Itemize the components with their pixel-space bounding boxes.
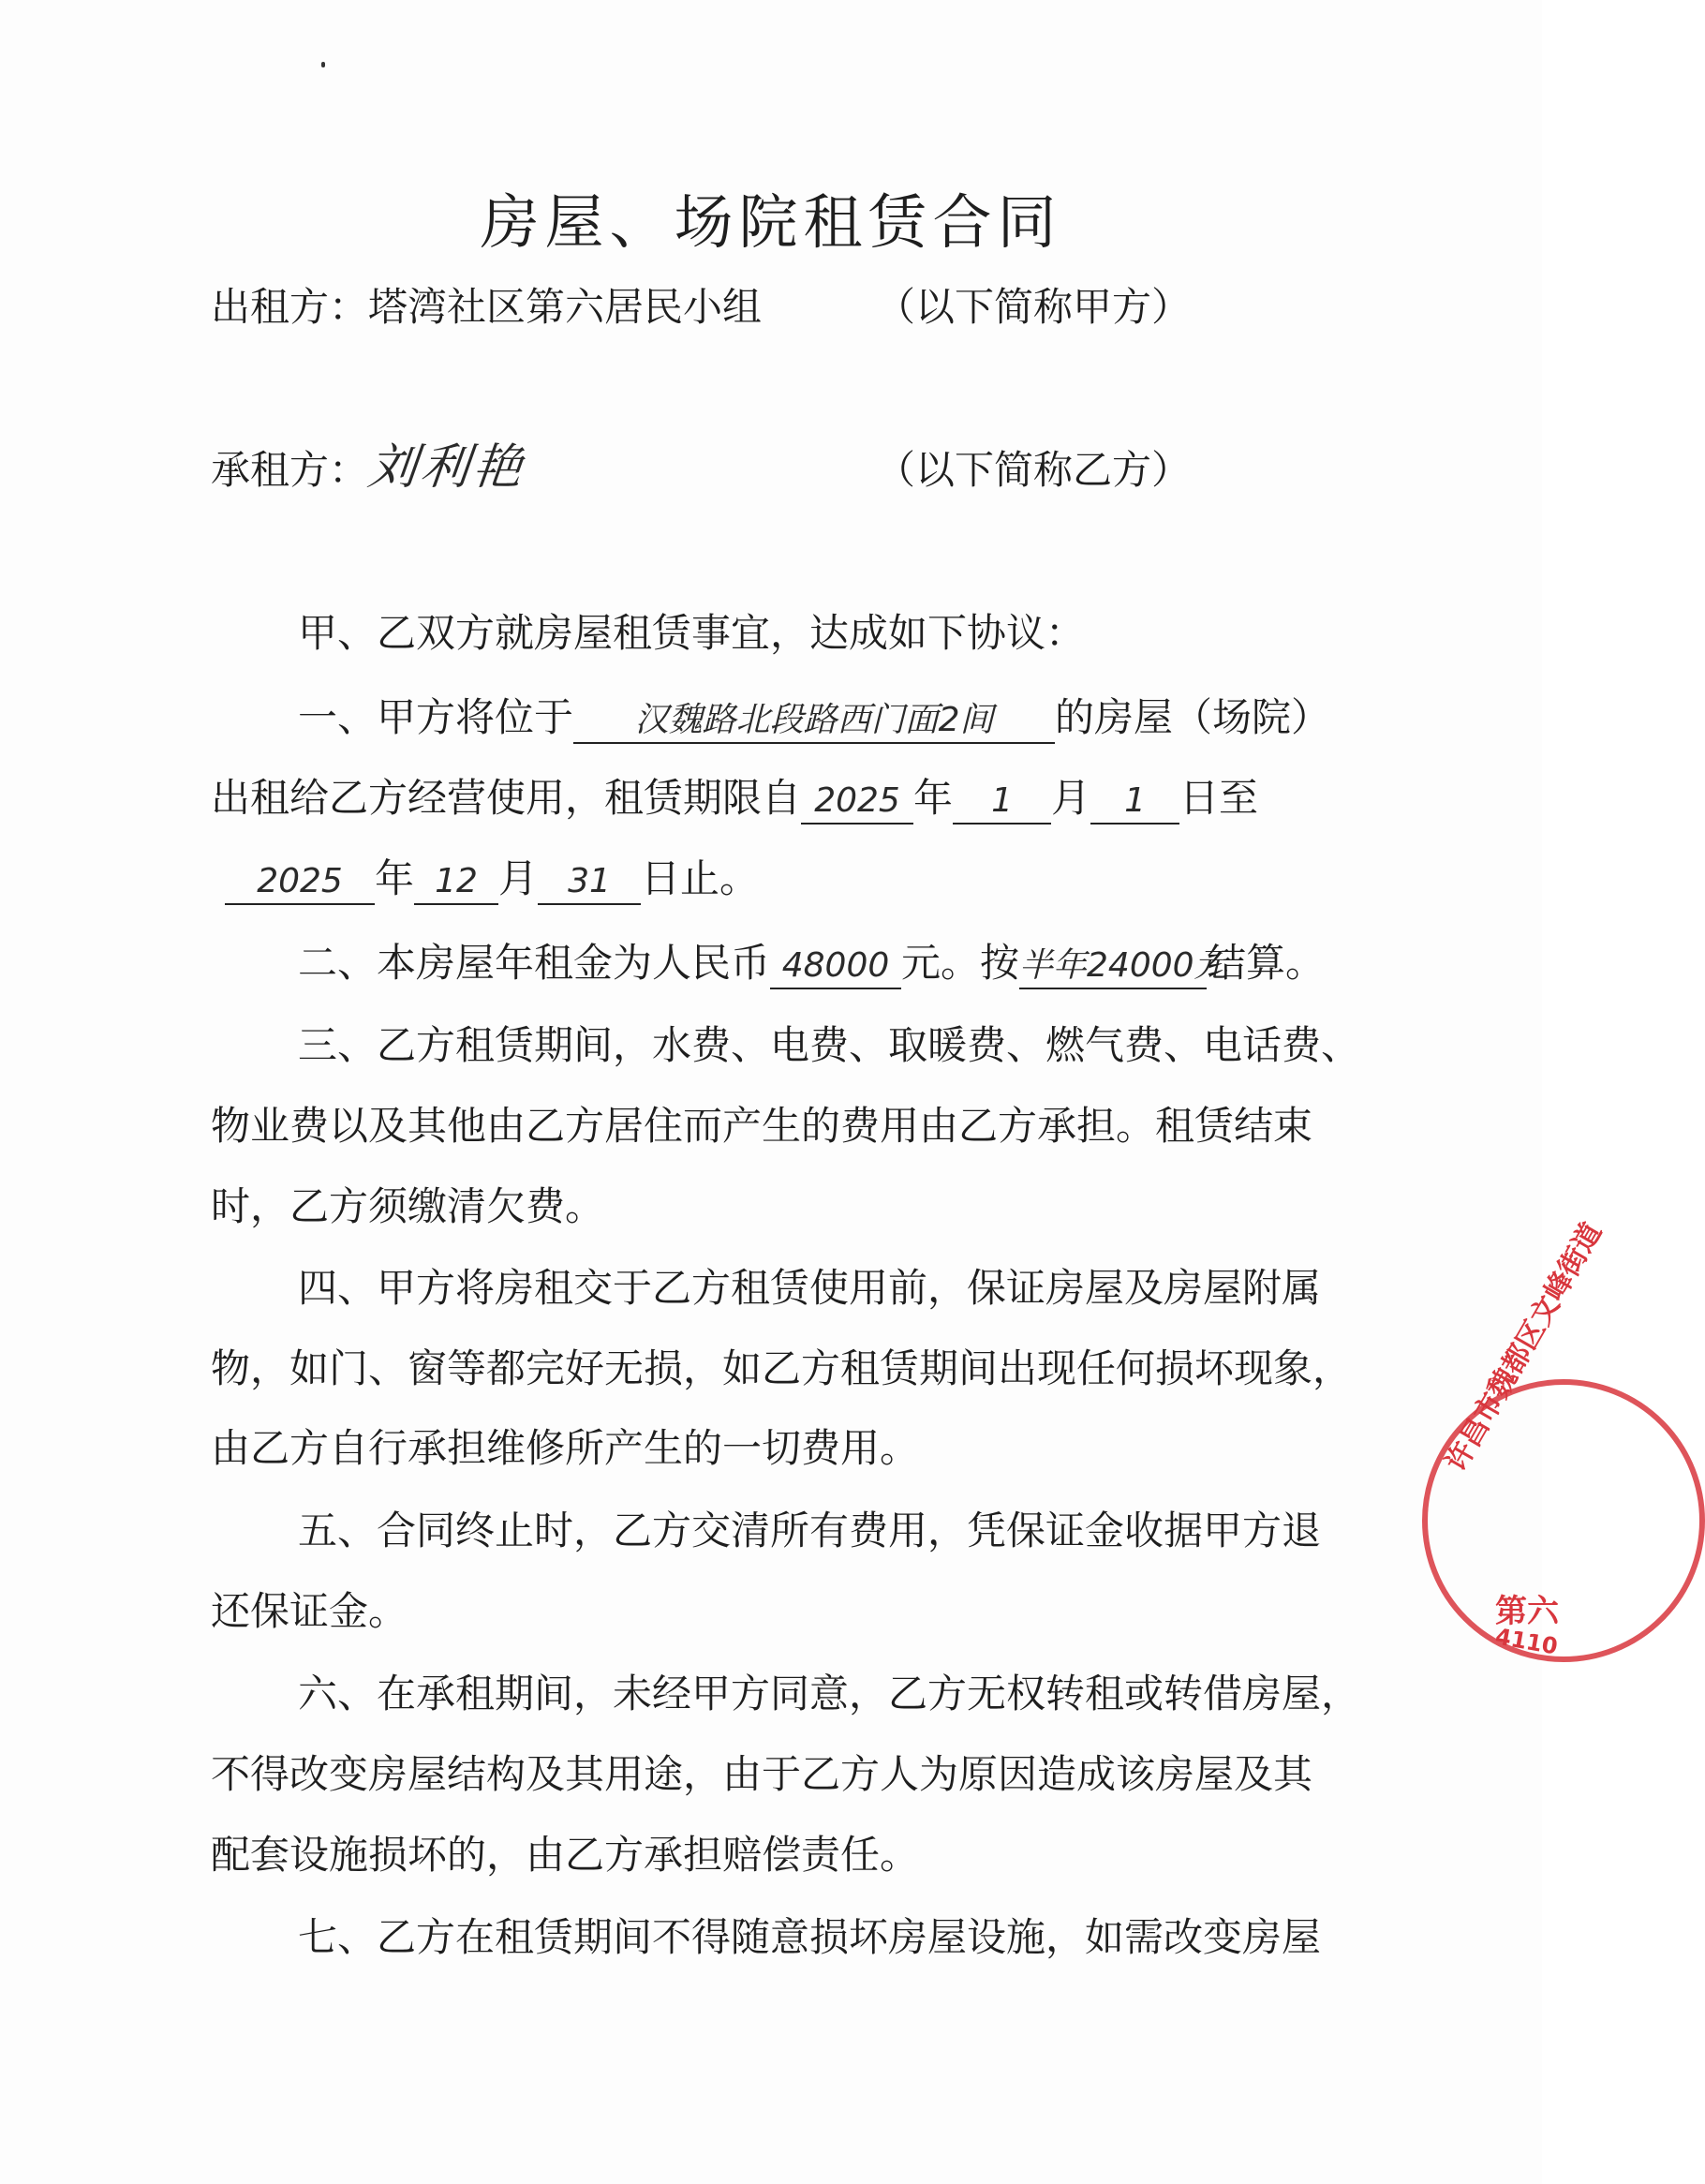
handwritten-end-month: 12 bbox=[414, 860, 498, 905]
lessee-line bbox=[211, 439, 529, 497]
handwritten-start-year: 2025 bbox=[801, 780, 913, 825]
clause-4-line-1: 四、甲方将房租交于乙方租赁使用前，保证房屋及房屋附属 bbox=[298, 1265, 1322, 1311]
clause-5-line-1: 五、合同终止时，乙方交清所有费用，凭保证金收据甲方退 bbox=[298, 1508, 1322, 1553]
handwritten-location: 汉魏路北段路西门面2间 bbox=[573, 699, 1055, 744]
clause-1-line-1: 一、甲方将位于 汉魏路北段路西门面2间 的房屋（场院） bbox=[298, 691, 1330, 744]
document-title: 房屋、场院租赁合同 bbox=[480, 188, 1062, 257]
lessor-alias: （以下简称甲方） bbox=[876, 284, 1192, 330]
seal-arc-text: 许昌市魏都区文峰街道 bbox=[1439, 1217, 1609, 1478]
handwritten-start-month: 1 bbox=[953, 780, 1051, 825]
clause-3-line-1: 三、乙方租赁期间，水费、电费、取暖费、燃气费、电话费、 bbox=[298, 1022, 1361, 1068]
lessee-alias: （以下简称乙方） bbox=[876, 447, 1192, 493]
clause-6-line-3: 配套设施损坏的，由乙方承担赔偿责任。 bbox=[211, 1832, 920, 1878]
lessee-signature: 刘利艳 bbox=[364, 439, 529, 496]
handwritten-settlement: 半年24000元 bbox=[1019, 944, 1207, 989]
lessee-label: 承租方： bbox=[211, 447, 369, 493]
clause-7-line-1: 七、乙方在租赁期间不得随意损坏房屋设施，如需改变房屋 bbox=[298, 1914, 1322, 1960]
clause-6-line-2: 不得改变房屋结构及其用途，由于乙方人为原因造成该房屋及其 bbox=[211, 1751, 1313, 1797]
clause-6-line-1: 六、在承租期间，未经甲方同意，乙方无权转租或转借房屋， bbox=[298, 1671, 1361, 1716]
clause-2: 二、本房屋年租金为人民币 48000 元。按半年24000元结算。 bbox=[298, 937, 1325, 989]
handwritten-end-year: 2025 bbox=[225, 860, 375, 905]
handwritten-rent: 48000 bbox=[770, 944, 901, 989]
seal-middle-text: 第六 bbox=[1495, 1593, 1559, 1630]
scan-speck bbox=[321, 62, 325, 67]
intro-paragraph: 甲、乙双方就房屋租赁事宜，达成如下协议： bbox=[298, 610, 1086, 656]
seal-number-text: 4110 bbox=[1493, 1623, 1560, 1660]
lessor-name: 塔湾社区第六居民小组 bbox=[368, 284, 763, 330]
clause-1-line-3: 2025 年 12 月 31 日止。 bbox=[225, 853, 759, 905]
clause-1-line-2: 出租给乙方经营使用，租赁期限自 2025 年 1 月 1 日至 bbox=[211, 772, 1258, 825]
clause-3-line-3: 时，乙方须缴清欠费。 bbox=[211, 1183, 605, 1229]
clause-4-line-2: 物，如门、窗等都完好无损，如乙方租赁期间出现任何损坏现象， bbox=[211, 1345, 1353, 1391]
clause-4-line-3: 由乙方自行承担维修所产生的一切费用。 bbox=[211, 1425, 920, 1471]
clause-5-line-2: 还保证金。 bbox=[211, 1588, 408, 1634]
handwritten-start-day: 1 bbox=[1090, 780, 1179, 825]
handwritten-end-day: 31 bbox=[538, 860, 641, 905]
lessor-line bbox=[211, 281, 762, 334]
clause-3-line-2: 物业费以及其他由乙方居住而产生的费用由乙方承担。租赁结束 bbox=[211, 1103, 1313, 1149]
lessor-label: 出租方： bbox=[211, 284, 369, 330]
